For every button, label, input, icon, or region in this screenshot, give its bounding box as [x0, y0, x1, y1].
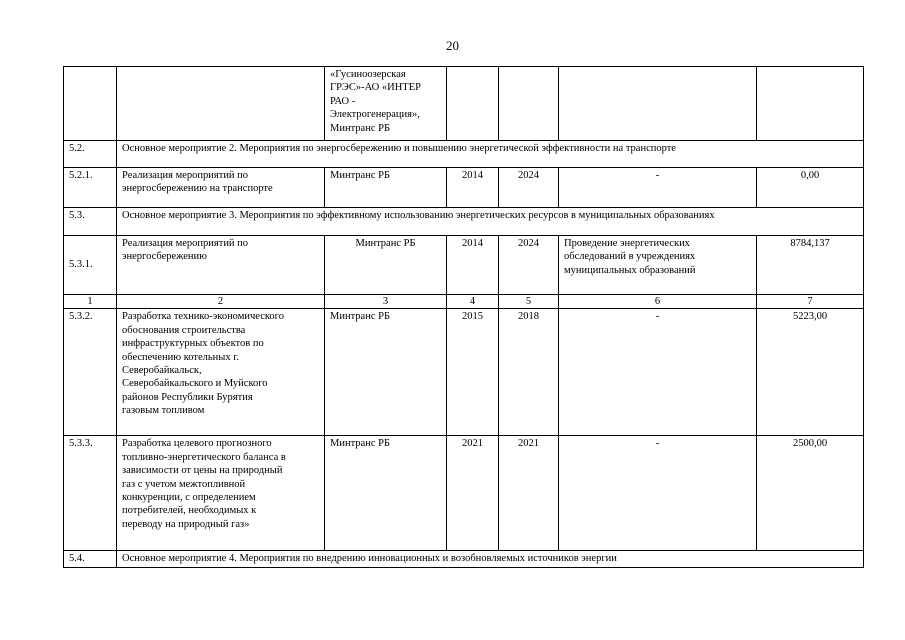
cell-amount: 8784,137 — [757, 236, 864, 295]
column-number: 7 — [757, 295, 864, 309]
cell-end: 2024 — [499, 168, 559, 208]
cell-executor: Минтранс РБ — [325, 168, 447, 208]
cell-result — [559, 67, 757, 141]
cell-start: 2014 — [447, 236, 499, 295]
cell-num: 5.2. — [64, 141, 117, 168]
cell-num: 5.3. — [64, 208, 117, 236]
cell-start: 2021 — [447, 436, 499, 551]
cell-num: 5.2.1. — [64, 168, 117, 208]
column-number: 3 — [325, 295, 447, 309]
cell-end: 2024 — [499, 236, 559, 295]
cell-name: Реализация мероприятий по энергосбережению — [117, 236, 325, 295]
table-row-5-3-3 — [64, 436, 864, 551]
cell-executor: Минтранс РБ — [325, 436, 447, 551]
table-row-5-2-1 — [64, 168, 864, 208]
cell-start: 2015 — [447, 309, 499, 436]
cell-name: Реализация мероприятий по энергосбережению на транспорте — [117, 168, 325, 208]
table-row-5-3-2 — [64, 309, 864, 436]
cell-num — [64, 67, 117, 141]
cell-result: - — [559, 168, 757, 208]
table-row-5-3 — [64, 208, 864, 236]
table-row-5-3-1 — [64, 236, 864, 295]
cell-amount: 0,00 — [757, 168, 864, 208]
cell-amount: 5223,00 — [757, 309, 864, 436]
cell-executor: Минтранс РБ — [325, 236, 447, 295]
cell-amount — [757, 67, 864, 141]
measures-table — [63, 66, 864, 568]
cell-section-title: Основное мероприятие 2. Мероприятия по энергосбережению и повышению энергетической эффективности на транспорте — [117, 141, 864, 168]
cell-num: 5.3.1. — [64, 236, 117, 295]
cell-result: Проведение энергетических обследований в учреждениях муниципальных образований — [559, 236, 757, 295]
cell-result: - — [559, 309, 757, 436]
cell-executor: Минтранс РБ — [325, 309, 447, 436]
column-number: 1 — [64, 295, 117, 309]
cell-start — [447, 67, 499, 141]
table-row-5-2 — [64, 141, 864, 168]
column-number: 5 — [499, 295, 559, 309]
cell-start: 2014 — [447, 168, 499, 208]
cell-name: Разработка технико-экономического обоснования строительства инфраструктурных объектов по обеспечению котельных г. Северобайкальск, Северобайкальского и Муйского районов Республики Бурятия газовым топливом — [117, 309, 325, 436]
cell-num: 5.4. — [64, 551, 117, 567]
cell-section-title: Основное мероприятие 4. Мероприятия по внедрению инновационных и возобновляемых источников энергии — [117, 551, 864, 567]
cell-name: Разработка целевого прогнозного топливно-энергетического баланса в зависимости от цены на природный газ с учетом межтопливной конкуренции, с определением потребителей, необходимых к переводу на природный газ» — [117, 436, 325, 551]
cell-amount: 2500,00 — [757, 436, 864, 551]
table-row-column-numbers — [64, 295, 864, 309]
cell-name — [117, 67, 325, 141]
cell-num: 5.3.3. — [64, 436, 117, 551]
cell-num: 5.3.2. — [64, 309, 117, 436]
column-number: 4 — [447, 295, 499, 309]
column-number: 6 — [559, 295, 757, 309]
table-row-5-4 — [64, 551, 864, 567]
column-number: 2 — [117, 295, 325, 309]
cell-end: 2018 — [499, 309, 559, 436]
page-number: 20 — [446, 38, 459, 53]
cell-end — [499, 67, 559, 141]
cell-section-title: Основное мероприятие 3. Мероприятия по эффективному использованию энергетических ресурсов в муниципальных образованиях — [117, 208, 864, 236]
cell-end: 2021 — [499, 436, 559, 551]
cell-executor: «Гусиноозерская ГРЭС»-АО «ИНТЕР РАО - Электрогенерация», Минтранс РБ — [325, 67, 447, 141]
table-row-continued — [64, 67, 864, 141]
cell-result: - — [559, 436, 757, 551]
